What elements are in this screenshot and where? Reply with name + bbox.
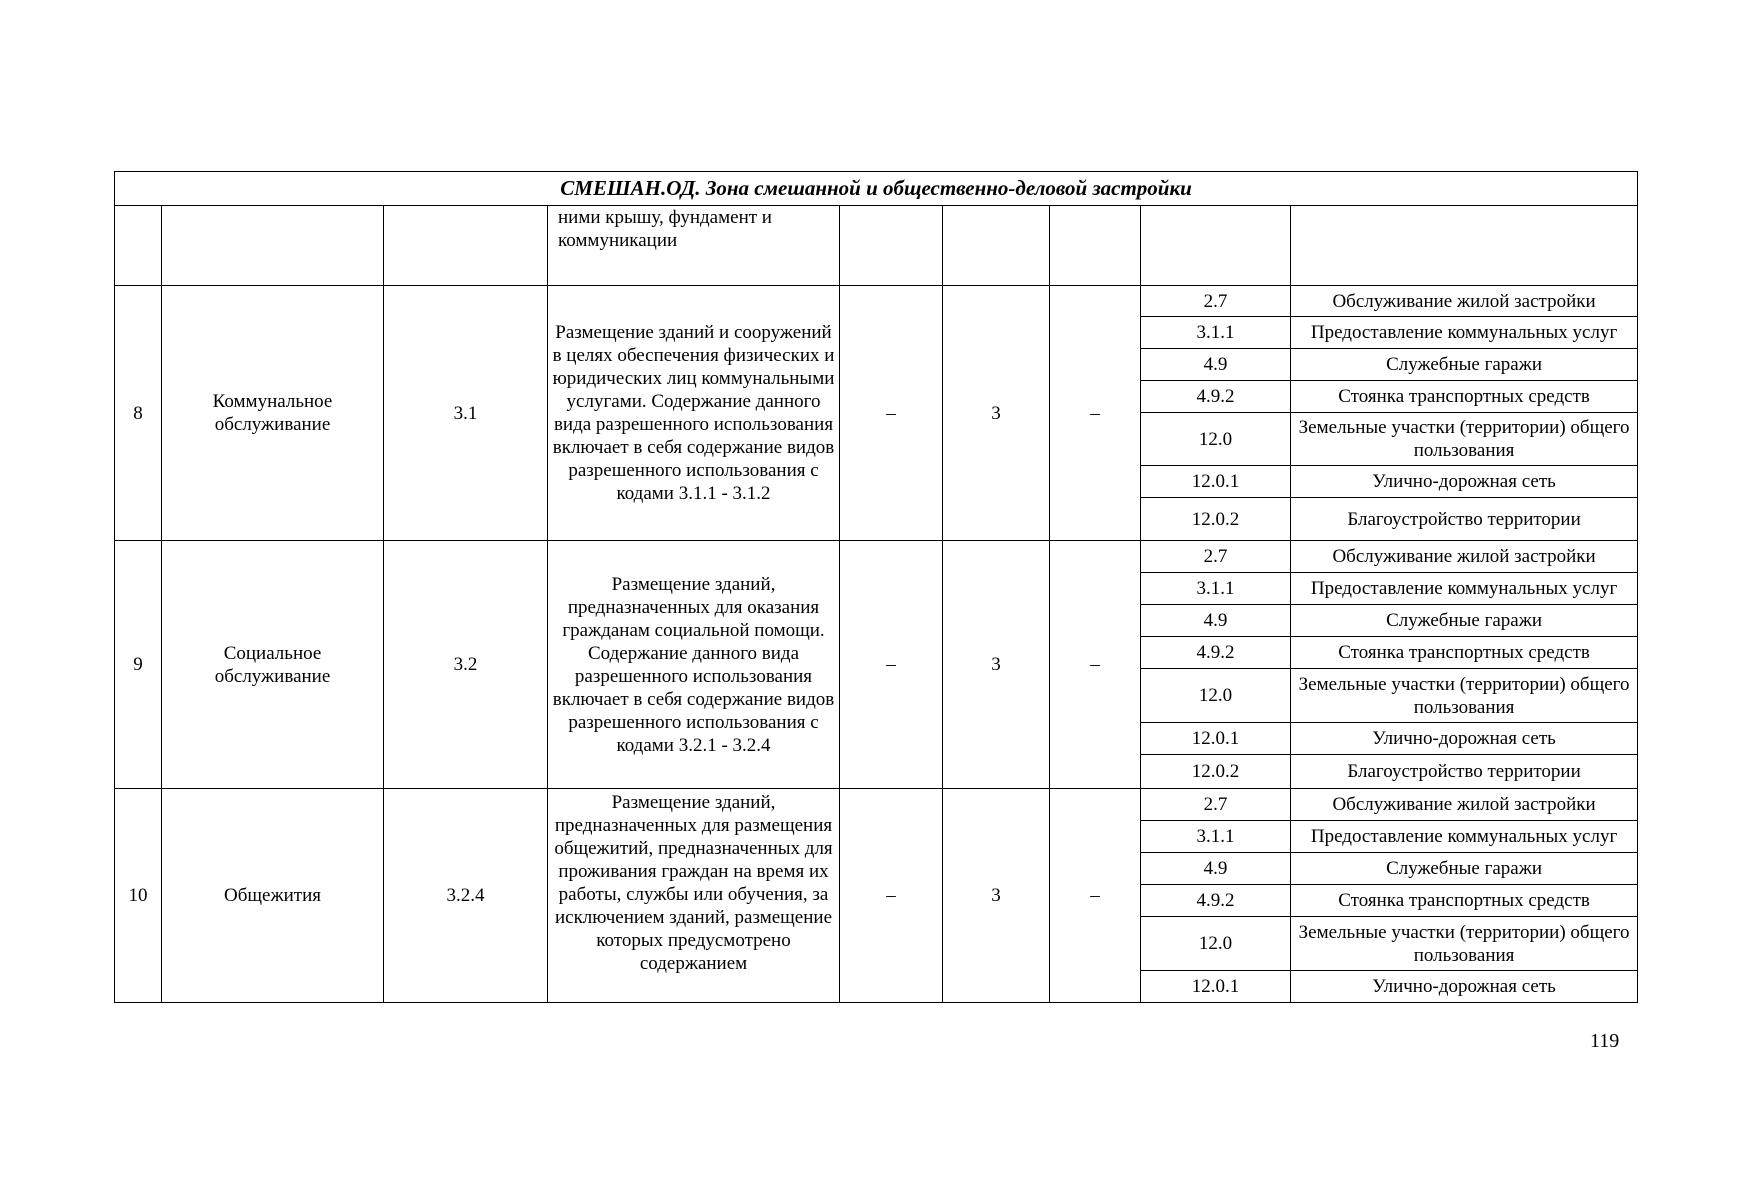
row-number: 9 [115,541,162,789]
row-number: 8 [115,286,162,541]
use-name: Социальное обслуживание [162,541,384,789]
related-name: Обслуживание жилой застройки [1291,286,1638,317]
param-1: – [840,286,943,541]
related-name: Земельные участки (территории) общего пользования [1291,917,1638,971]
cell-empty [840,206,943,286]
related-code: 4.9 [1141,853,1291,885]
related-name: Служебные гаражи [1291,605,1638,637]
cell-empty [943,206,1050,286]
param-3: – [1050,541,1141,789]
related-code: 12.0.1 [1141,723,1291,755]
related-code: 3.1.1 [1141,317,1291,349]
related-name: Служебные гаражи [1291,349,1638,381]
param-2: 3 [943,286,1050,541]
related-code: 4.9.2 [1141,637,1291,669]
related-name: Обслуживание жилой застройки [1291,789,1638,821]
related-name: Улично-дорожная сеть [1291,971,1638,1003]
use-description: Размещение зданий и сооружений в целях обеспечения физических и юридических лиц коммунальными услугами. Содержание данного вида разрешенного использования включает в себя содержание видов разрешенного использования с кодами 3.1.1 - 3.1.2 [548,286,840,541]
zone-title: СМЕШАН.ОД. Зона смешанной и общественно-деловой застройки [115,172,1638,206]
use-name: Коммунальное обслуживание [162,286,384,541]
related-code: 12.0.2 [1141,498,1291,541]
param-3: – [1050,789,1141,1003]
page-number: 119 [1590,1030,1620,1052]
related-code: 12.0.1 [1141,971,1291,1003]
table-row [115,286,1638,317]
related-name: Земельные участки (территории) общего пользования [1291,413,1638,466]
related-code: 12.0.2 [1141,755,1291,789]
related-name: Стоянка транспортных средств [1291,381,1638,413]
param-1: – [840,541,943,789]
related-code: 12.0 [1141,917,1291,971]
related-code: 2.7 [1141,286,1291,317]
use-code: 3.1 [384,286,548,541]
document-page-table [114,171,1637,1003]
use-code: 3.2.4 [384,789,548,1003]
table-row [115,541,1638,573]
cell-empty [384,206,548,286]
related-name: Стоянка транспортных средств [1291,885,1638,917]
related-name: Стоянка транспортных средств [1291,637,1638,669]
related-code: 3.1.1 [1141,821,1291,853]
param-3: – [1050,286,1141,541]
related-name: Улично-дорожная сеть [1291,466,1638,498]
related-code: 12.0 [1141,413,1291,466]
param-2: 3 [943,541,1050,789]
cell-empty [1141,206,1291,286]
related-name: Служебные гаражи [1291,853,1638,885]
continuation-description: ними крышу, фундамент и коммуникации [548,206,840,286]
related-code: 2.7 [1141,541,1291,573]
zoning-table [114,171,1638,1003]
use-name: Общежития [162,789,384,1003]
use-description: Размещение зданий, предназначенных для размещения общежитий, предназначенных для проживания граждан на время их работы, службы или обучения, за исключением зданий, размещение которых предусмотрено содержанием [548,789,840,1003]
use-description: Размещение зданий, предназначенных для оказания гражданам социальной помощи. Содержание данного вида разрешенного использования включает в себя содержание видов разрешенного использования с кодами 3.2.1 - 3.2.4 [548,541,840,789]
related-code: 12.0.1 [1141,466,1291,498]
cell-empty [162,206,384,286]
related-name: Обслуживание жилой застройки [1291,541,1638,573]
cell-empty [115,206,162,286]
use-code: 3.2 [384,541,548,789]
param-2: 3 [943,789,1050,1003]
table-row [115,789,1638,821]
related-code: 4.9.2 [1141,885,1291,917]
cell-empty [1050,206,1141,286]
related-code: 4.9.2 [1141,381,1291,413]
related-name: Земельные участки (территории) общего пользования [1291,669,1638,723]
cell-empty [1291,206,1638,286]
related-name: Предоставление коммунальных услуг [1291,317,1638,349]
related-code: 4.9 [1141,349,1291,381]
related-code: 3.1.1 [1141,573,1291,605]
related-name: Благоустройство территории [1291,755,1638,789]
related-code: 2.7 [1141,789,1291,821]
related-name: Предоставление коммунальных услуг [1291,573,1638,605]
related-name: Благоустройство территории [1291,498,1638,541]
related-name: Улично-дорожная сеть [1291,723,1638,755]
row-number: 10 [115,789,162,1003]
continuation-row [115,206,1638,286]
related-code: 4.9 [1141,605,1291,637]
related-code: 12.0 [1141,669,1291,723]
param-1: – [840,789,943,1003]
related-name: Предоставление коммунальных услуг [1291,821,1638,853]
table-title-row [115,172,1638,206]
